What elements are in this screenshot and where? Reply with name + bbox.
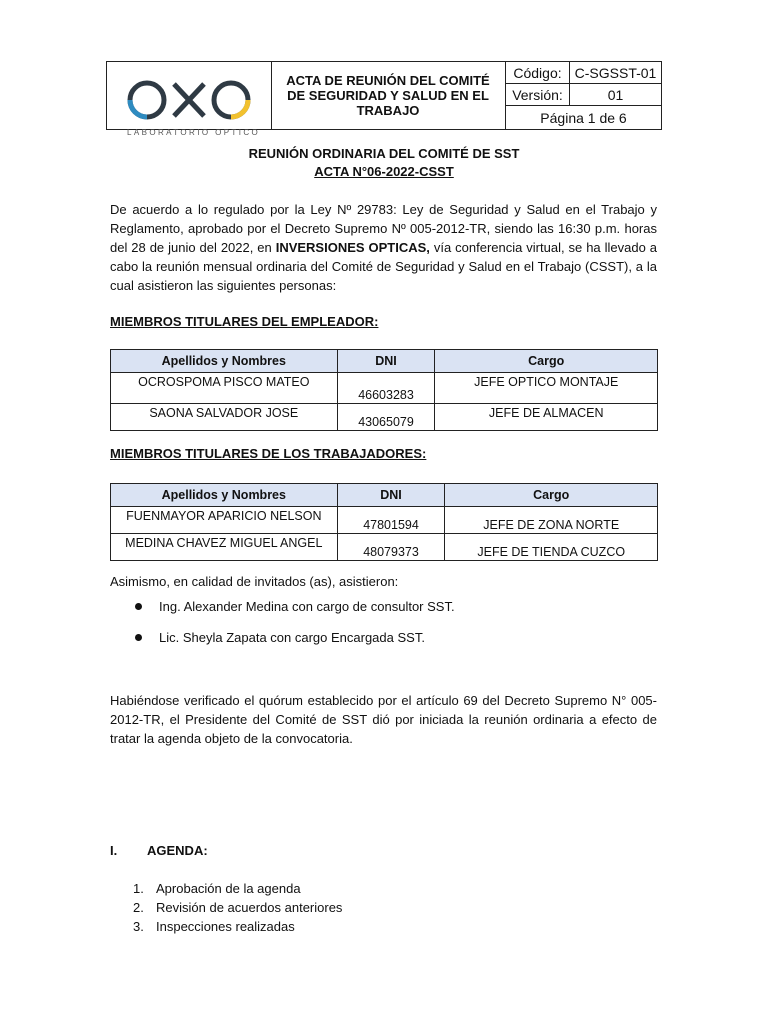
section-employer-members: MIEMBROS TITULARES DEL EMPLEADOR: bbox=[110, 314, 379, 329]
worker-members-table bbox=[110, 483, 658, 561]
table-row bbox=[111, 404, 658, 431]
table-header-row bbox=[111, 484, 658, 507]
code-value: C-SGSST-01 bbox=[570, 62, 661, 84]
member-dni: 47801594 bbox=[337, 507, 445, 534]
col-header-dni: DNI bbox=[337, 484, 445, 507]
bullet-icon bbox=[135, 634, 142, 641]
member-name: SAONA SALVADOR JOSE bbox=[111, 404, 338, 431]
acta-number: ACTA N°06-2022-CSST bbox=[314, 164, 454, 179]
member-name: MEDINA CHAVEZ MIGUEL ANGEL bbox=[111, 534, 338, 561]
version-label: Versión: bbox=[506, 84, 570, 106]
quorum-paragraph: Habiéndose verificado el quórum establecido por el artículo 69 del Decreto Supremo N° 005-2012-TR, el Presidente del Comité de SST dió por iniciada la reunión ordinaria a efecto de tratar la agenda objeto de la convocatoria. bbox=[110, 693, 657, 746]
document-title: ACTA DE REUNIÓN DEL COMITÉ DE SEGURIDAD Y SALUD EN EL TRABAJO bbox=[271, 62, 506, 129]
logo-subtitle: LABORATORIO OPTICO bbox=[127, 128, 261, 137]
document-header bbox=[106, 61, 662, 137]
list-item: Ing. Alexander Medina con cargo de consultor SST. bbox=[135, 599, 455, 614]
member-name: OCROSPOMA PISCO MATEO bbox=[111, 373, 338, 404]
col-header-role: Cargo bbox=[445, 484, 658, 507]
col-header-name: Apellidos y Nombres bbox=[111, 484, 338, 507]
table-row bbox=[111, 534, 658, 561]
oxo-logo-icon bbox=[127, 78, 251, 122]
section-worker-members: MIEMBROS TITULARES DE LOS TRABAJADORES: bbox=[110, 446, 427, 461]
agenda-list bbox=[133, 879, 342, 936]
list-item: Lic. Sheyla Zapata con cargo Encargada SST. bbox=[135, 630, 425, 645]
col-header-name: Apellidos y Nombres bbox=[111, 350, 338, 373]
document-meta bbox=[506, 62, 661, 129]
member-name: FUENMAYOR APARICIO NELSON bbox=[111, 507, 338, 534]
member-dni: 43065079 bbox=[337, 404, 435, 431]
member-role: JEFE DE ALMACEN bbox=[435, 404, 658, 431]
member-dni: 46603283 bbox=[337, 373, 435, 404]
page-indicator: Página 1 de 6 bbox=[540, 109, 627, 126]
col-header-role: Cargo bbox=[435, 350, 658, 373]
member-role: JEFE OPTICO MONTAJE bbox=[435, 373, 658, 404]
agenda-heading: I. AGENDA: bbox=[110, 843, 208, 858]
code-label: Código: bbox=[506, 62, 570, 84]
guests-intro: Asimismo, en calidad de invitados (as), asistieron: bbox=[110, 574, 399, 589]
version-value: 01 bbox=[570, 84, 661, 106]
table-header-row bbox=[111, 350, 658, 373]
employer-members-table bbox=[110, 349, 658, 431]
list-item: 1. Aprobación de la agenda bbox=[133, 881, 301, 896]
meeting-heading: REUNIÓN ORDINARIA DEL COMITÉ DE SST bbox=[248, 146, 520, 161]
list-item: 3. Inspecciones realizadas bbox=[133, 919, 295, 934]
member-dni: 48079373 bbox=[337, 534, 445, 561]
bullet-icon bbox=[135, 603, 142, 610]
logo-cell bbox=[107, 62, 272, 137]
member-role: JEFE DE ZONA NORTE bbox=[445, 507, 658, 534]
company-name: INVERSIONES OPTICAS, bbox=[275, 240, 430, 255]
col-header-dni: DNI bbox=[337, 350, 435, 373]
table-row bbox=[111, 373, 658, 404]
member-role: JEFE DE TIENDA CUZCO bbox=[445, 534, 658, 561]
intro-paragraph: De acuerdo a lo regulado por la Ley Nº 29783: Ley de Seguridad y Salud en el Trabajo y Reglamento, aprobado por el Decreto Supremo Nº 005-2012-TR, siendo las 16:30 p.m. horas del 28 de junio del 2022, en INVERSIONES OPTICAS, vía conferencia virtual, se ha llevado a cabo la reunión mensual ordinaria del Comité de Seguridad y Salud en el Trabajo (CSST), a la cual asistieron las siguientes personas: bbox=[110, 202, 657, 293]
table-row bbox=[111, 507, 658, 534]
list-item: 2. Revisión de acuerdos anteriores bbox=[133, 900, 343, 915]
